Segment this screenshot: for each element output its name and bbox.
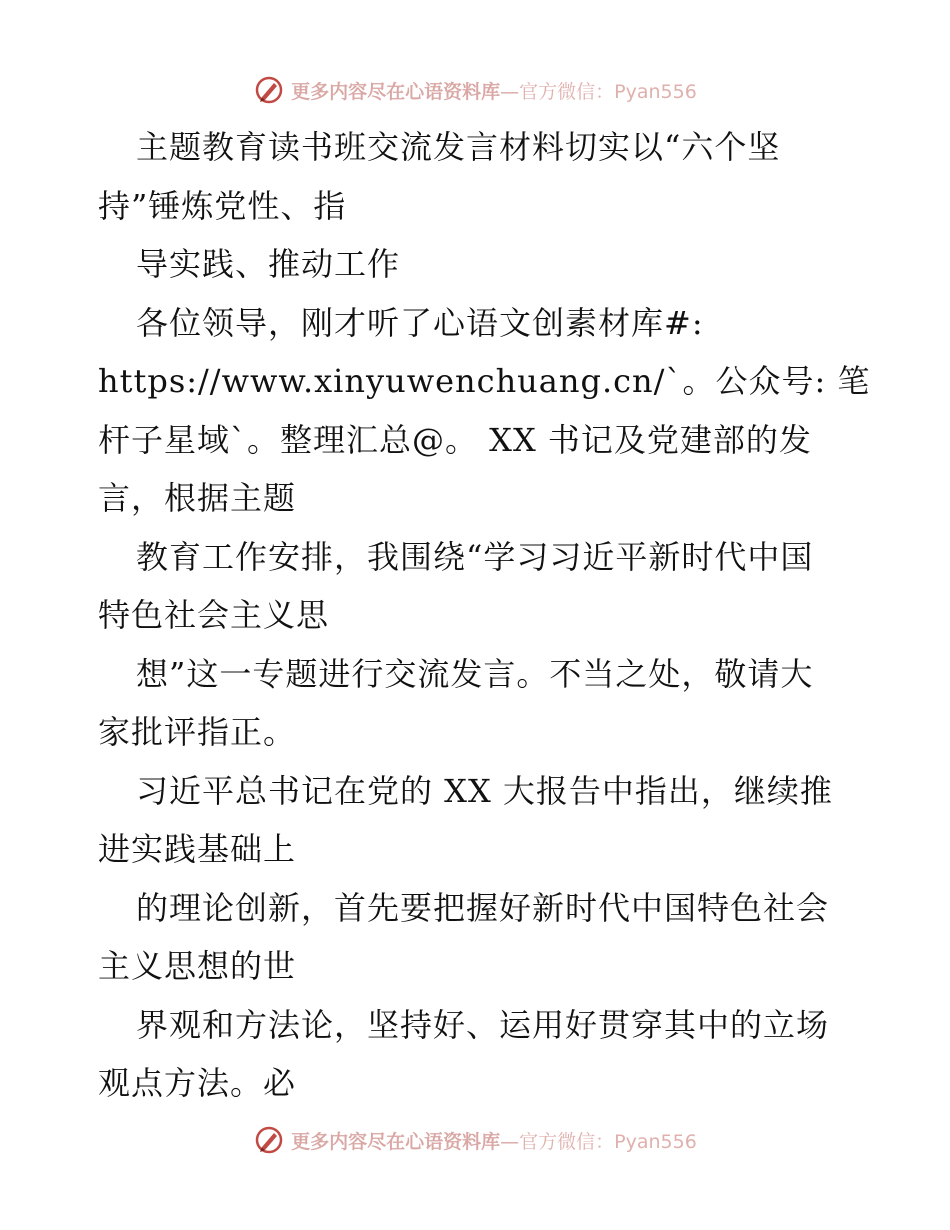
document-body (98, 118, 871, 1113)
text-line: 的理论创新，首先要把握好新时代中国特色社会 (136, 888, 830, 927)
text-line: 言，根据主题 (98, 479, 297, 517)
title-line-3: 导实践、推动工作 (136, 245, 401, 283)
text-line: 主义思想的世 (98, 947, 297, 985)
footer-watermark (0, 1120, 950, 1160)
title-line-1: 主题教育读书班交流发言材料切实以“六个坚 (136, 128, 781, 166)
text-line: 各位领导，刚才听了心语文创素材库#: (136, 303, 704, 342)
text-line: 特色社会主义思 (98, 596, 330, 634)
watermark-dash: — (500, 1130, 520, 1153)
text-line: 进实践基础上 (98, 830, 297, 868)
watermark-wechat: 官方微信：Pyan556 (519, 1130, 697, 1153)
text-line: 观点方法。必 (98, 1064, 297, 1102)
text-line: 想”这一专题进行交流发言。不当之处，敬请大 (136, 654, 814, 693)
text-line: 教育工作安排，我围绕“学习习近平新时代中国 (136, 537, 814, 576)
watermark-site: 更多内容尽在心语资料库 (291, 80, 501, 103)
watermark-wechat: 官方微信：Pyan556 (519, 80, 697, 103)
title-line-2: 持”锤炼党性、指 (98, 186, 347, 225)
watermark-text (291, 77, 697, 104)
text-line: https://www.xinyuwenchuang.cn/`。公众号: 笔 (98, 362, 871, 400)
text-line: 习近平总书记在党的 XX 大报告中指出，继续推 (136, 771, 833, 810)
watermark-dash: — (500, 80, 520, 103)
text-line: 杆子星域`。整理汇总@。 XX 书记及党建部的发 (98, 420, 812, 459)
watermark-site: 更多内容尽在心语资料库 (291, 1130, 501, 1153)
watermark-text (291, 1127, 697, 1154)
pen-logo-icon (253, 1124, 285, 1156)
header-watermark (0, 70, 950, 110)
text-line: 界观和方法论，坚持好、运用好贯穿其中的立场 (136, 1005, 830, 1044)
text-line: 家批评指正。 (98, 713, 297, 751)
pen-logo-icon (253, 74, 285, 106)
